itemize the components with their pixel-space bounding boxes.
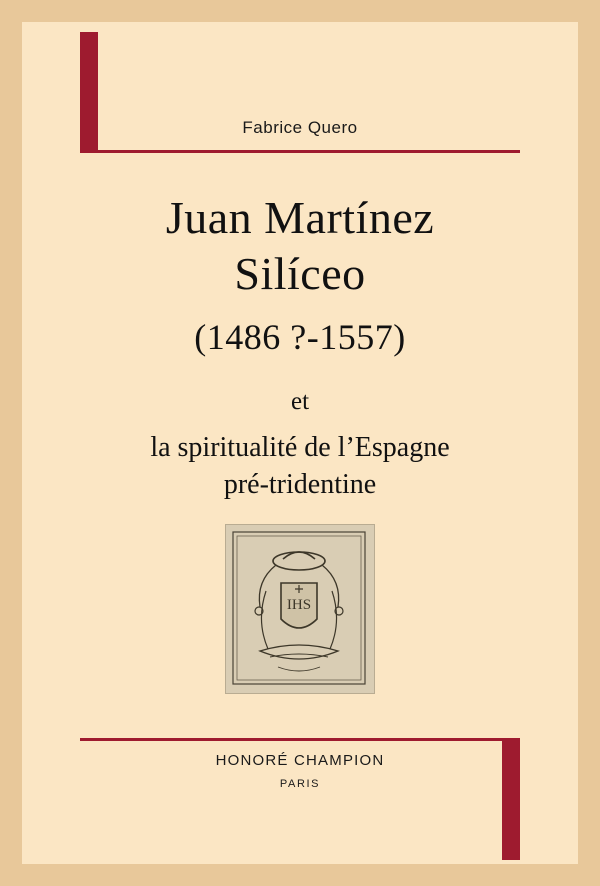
author-name: Fabrice Quero (242, 118, 358, 137)
decorative-rule-horizontal-top (80, 150, 520, 153)
page-title (22, 190, 578, 302)
title-line-2: Silíceo (234, 248, 366, 300)
book-cover (22, 22, 578, 864)
subtitle-line-2: pré-tridentine (223, 469, 377, 501)
subtitle (22, 430, 578, 504)
decorative-rule-horizontal-bottom (80, 738, 520, 741)
publisher-name: HONORÉ CHAMPION (215, 752, 385, 769)
svg-text:IHS: IHS (286, 597, 312, 613)
printer-device-emblem-icon (225, 524, 375, 694)
title-dates: (1486 ?-1557) (194, 317, 406, 358)
title-line-1: Juan Martínez (165, 192, 435, 243)
publisher-city: PARIS (279, 778, 321, 790)
title-conjunction: et (290, 388, 310, 416)
subtitle-line-1: la spiritualité de l’Espagne (150, 432, 450, 464)
title-block (22, 190, 578, 504)
